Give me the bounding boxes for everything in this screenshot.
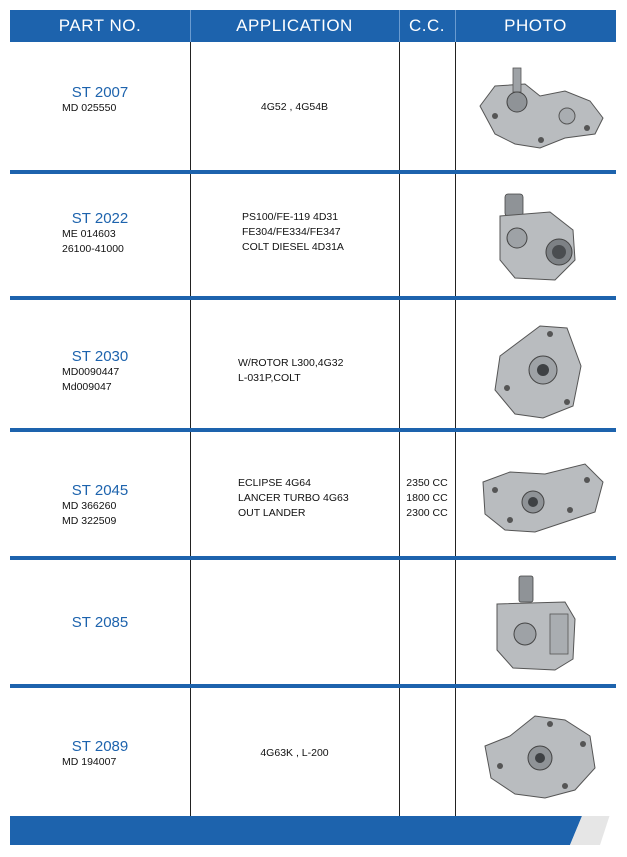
part-code: ME 014603	[62, 228, 116, 240]
footer-band	[10, 816, 616, 845]
part-cell	[10, 614, 190, 631]
application-line: 4G63K , L-200	[260, 747, 329, 759]
table-row	[10, 300, 616, 428]
oil-pump-photo	[455, 452, 616, 542]
application-cell	[190, 746, 399, 761]
application-line: COLT DIESEL 4D31A	[242, 241, 344, 253]
part-number: ST 2045	[71, 482, 129, 499]
application-cell	[190, 210, 399, 255]
part-cell	[10, 482, 190, 529]
part-code: MD 366260	[62, 500, 117, 512]
catalog-sheet	[10, 10, 616, 845]
application-line: ECLIPSE 4G64	[238, 477, 311, 489]
part-code: MD 194007	[62, 756, 117, 768]
application-line: L-031P,COLT	[238, 372, 301, 384]
part-cell	[10, 84, 190, 116]
application-line: LANCER TURBO 4G63	[238, 492, 349, 504]
cc-value: 2300 CC	[406, 507, 448, 519]
cc-value: 2350 CC	[406, 477, 448, 489]
oil-pump-photo	[455, 706, 616, 806]
part-code: MD 025550	[62, 102, 117, 114]
part-cell	[10, 348, 190, 395]
cc-cell	[399, 476, 455, 521]
header-application: APPLICATION	[236, 16, 353, 35]
header-photo: PHOTO	[504, 16, 567, 35]
oil-pump-photo	[455, 56, 616, 156]
part-cell	[10, 210, 190, 257]
application-line: FE304/FE334/FE347	[242, 226, 341, 238]
application-line: W/ROTOR L300,4G32	[238, 357, 344, 369]
part-code: MD0090447	[62, 366, 120, 378]
table-row	[10, 688, 616, 816]
oil-pump-photo	[455, 190, 616, 286]
header-cc: C.C.	[409, 16, 445, 35]
part-number: ST 2007	[71, 84, 129, 101]
application-cell	[190, 476, 399, 521]
header-part-no: PART NO.	[58, 16, 142, 35]
table-header	[10, 10, 616, 42]
application-cell	[190, 100, 399, 115]
application-line: PS100/FE-119 4D31	[242, 211, 339, 223]
application-line: 4G52 , 4G54B	[260, 101, 329, 113]
oil-pump-photo	[455, 318, 616, 422]
part-number: ST 2089	[71, 738, 129, 755]
part-code: MD 322509	[62, 515, 117, 527]
application-cell	[190, 356, 399, 386]
oil-pump-photo	[455, 574, 616, 674]
part-cell	[10, 738, 190, 770]
cc-value: 1800 CC	[406, 492, 448, 504]
part-number: ST 2022	[71, 210, 129, 227]
table-row	[10, 42, 616, 170]
part-number: ST 2085	[71, 614, 129, 631]
application-line: OUT LANDER	[238, 507, 306, 519]
table-row	[10, 432, 616, 556]
part-number: ST 2030	[71, 348, 129, 365]
part-code: 26100-41000	[62, 243, 124, 255]
part-code: Md009047	[62, 381, 112, 393]
table-row	[10, 560, 616, 684]
table-row	[10, 174, 616, 296]
